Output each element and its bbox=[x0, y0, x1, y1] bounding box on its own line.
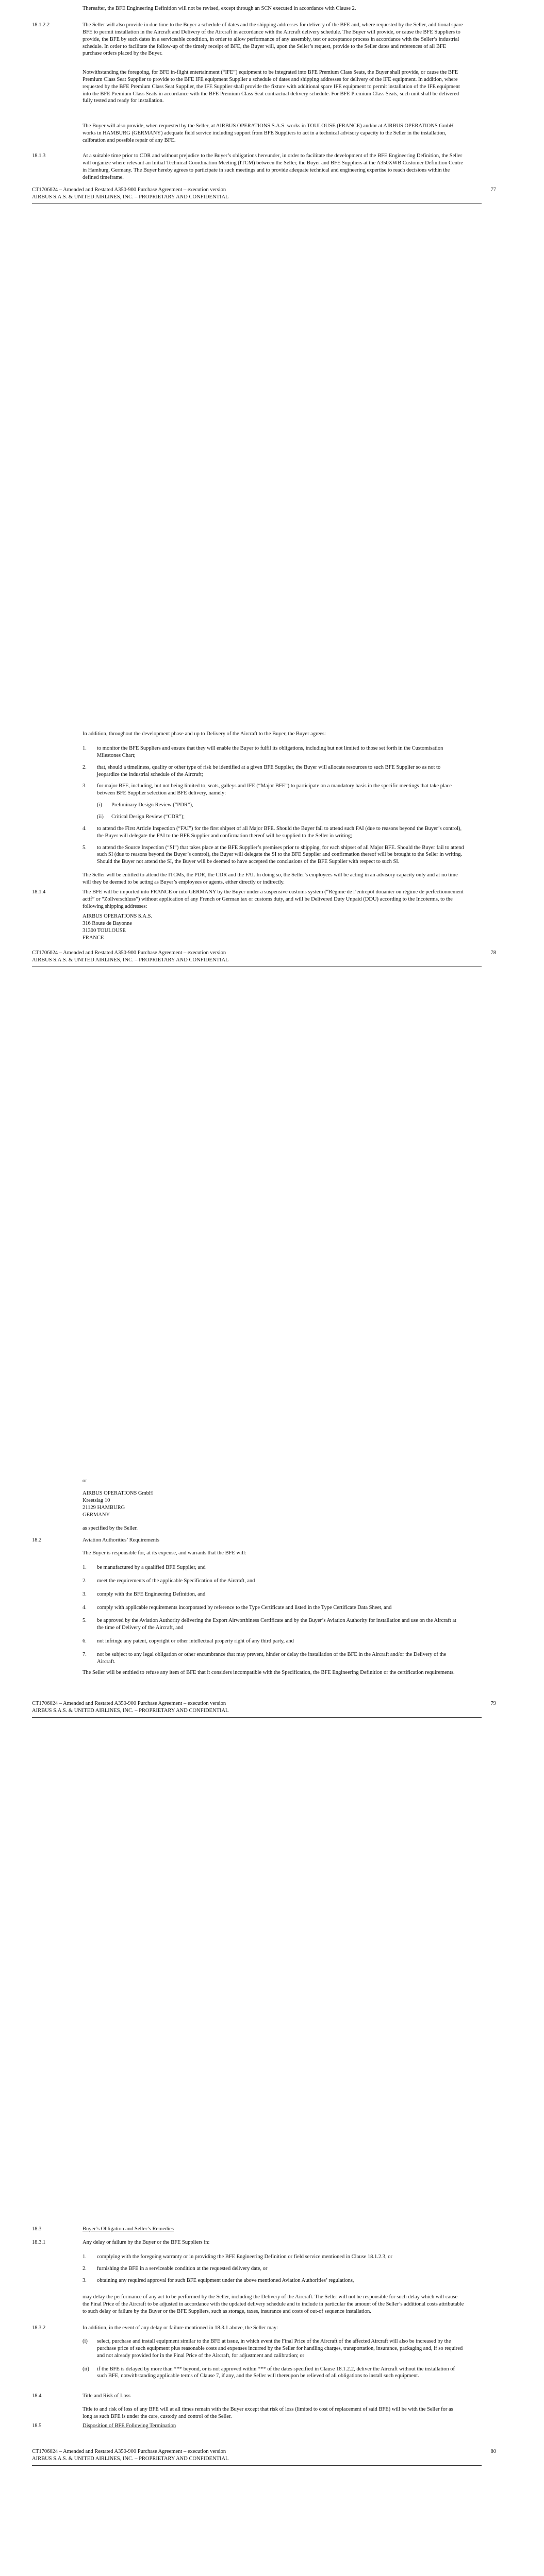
list-item: 3. comply with the BFE Engineering Definition, and bbox=[83, 1591, 206, 1597]
footer-line: CT1706024 – Amended and Restated A350-900 Purchase Agreement – execution version bbox=[32, 1701, 226, 1706]
section-title: Disposition of BFE Following Termination bbox=[83, 2423, 176, 2429]
address-line: 31300 TOULOUSE bbox=[83, 927, 126, 934]
address-block bbox=[83, 913, 464, 941]
list-subitem: (i) Preliminary Design Review (“PDR”), bbox=[97, 802, 193, 808]
section-number: 18.3.1 bbox=[32, 2240, 46, 2245]
paragraph: The Seller will also provide in due time to the Buyer a schedule of dates and the shipping addresses for delivery of the BFE and, where requested by the Seller, additional spare BFE to permit installation in the Aircraft and Delivery of the Aircraft in accordance with the Aircraft delivery schedule. The Buyer will provide, or cause the BFE Suppliers to provide, the BFE by such dates in a serviceable condition, in order to allow performance of any assembly, test or acceptance process in accordance with the Seller’s industrial schedule. In order to facilitate the follow-up of the timely receipt of BFE, the Buyer will, upon the Seller’s request, provide to the Seller dates and references of all BFE purchase orders placed by the Buyer. bbox=[83, 22, 463, 57]
section-number: 18.4 bbox=[32, 2393, 42, 2399]
address-line: AIRBUS OPERATIONS GmbH bbox=[83, 1490, 153, 1496]
footer-line: CT1706024 – Amended and Restated A350-900 Purchase Agreement – execution version bbox=[32, 950, 226, 956]
list-item: 1. to monitor the BFE Suppliers and ensure that they will enable the Buyer to fulfil its obligations, including but not limited to those set forth in the Customisation Milestones Chart; bbox=[83, 745, 443, 758]
paragraph: The Seller will be entitled to refuse any item of BFE that it considers incompatible with the Specification, the BFE Engineering Definition or the certification requirements. bbox=[83, 1670, 455, 1675]
list-item: 3. obtaining any required approval for such BFE equipment under the above mentioned Aviation Authorities’ regulations, bbox=[83, 2277, 354, 2283]
paragraph: The Buyer will also provide, when requested by the Seller, at AIRBUS OPERATIONS S.A.S. works in TOULOUSE (FRANCE) and/or at AIRBUS OPERATIONS GmbH works in HAMBURG (GERMANY) adequate field service including support from BFE Suppliers to act in a technical advisory capacity to the Seller in the installation, calibration and possible repair of any BFE. bbox=[83, 123, 454, 143]
delay-causes-list bbox=[83, 2253, 464, 2289]
paragraph: Thereafter, the BFE Engineering Definition will not be revised, except through an SCN executed in accordance with Clause 2. bbox=[83, 6, 356, 11]
paragraph: Title to and risk of loss of any BFE will at all times remain with the Buyer except that risk of loss (limited to cost of replacement of said BFE) will be with the Seller for as long as such BFE is under the care, custody and control of the Seller. bbox=[83, 2406, 453, 2419]
list-item: 1. be manufactured by a qualified BFE Supplier, and bbox=[83, 1565, 206, 1570]
page-footer bbox=[32, 1700, 496, 1715]
paragraph: In addition, in the event of any delay or failure mentioned in 18.3.1 above, the Seller may: bbox=[83, 2325, 278, 2331]
section-title: Buyer’s Obligation and Seller’s Remedies bbox=[83, 2226, 174, 2232]
list-item: 6. not infringe any patent, copyright or other intellectual property right of any third party, and bbox=[83, 1638, 294, 1645]
list-item: 2. furnishing the BFE in a serviceable condition at the requested delivery date, or bbox=[83, 2265, 268, 2272]
section-number: 18.2 bbox=[32, 1537, 42, 1543]
list-subitem: (i) select, purchase and install equipment similar to the BFE at issue, in which event the Final Price of the Aircraft of the affected Aircraft will also be increased by the purchase price of such equipment plus reasonable costs and expenses incurred by the Seller for handling charges, transportation, insurance, packaging and, if so required and not already provided for in the Final Price of the Aircraft, for adjustment and calibration; or bbox=[83, 2338, 463, 2359]
footer-line: AIRBUS S.A.S. & UNITED AIRLINES, INC. – PROPRIETARY AND CONFIDENTIAL bbox=[32, 957, 229, 963]
paragraph: may delay the performance of any act to be performed by the Seller, including the Delivery of the Aircraft. The Seller will not be responsible for such delay which will cause the Final Price of the Aircraft to be adjusted in accordance with the updated delivery schedule and to include in particular the amount of the Seller’s additional costs attributable to such delay or failure by the Buyer or the BFE Suppliers, such as storage, taxes, insurance and costs of out-of sequence installation. bbox=[83, 2294, 464, 2314]
list-item: 2. meet the requirements of the applicable Specification of the Aircraft, and bbox=[83, 1578, 255, 1584]
address-block bbox=[83, 1490, 464, 1518]
page-number: 79 bbox=[490, 1701, 496, 1706]
page-footer bbox=[32, 950, 496, 964]
obligations-list bbox=[83, 745, 464, 870]
footer-rule bbox=[32, 2465, 482, 2466]
paragraph: The Seller will be entitled to attend the ITCMs, the PDR, the CDR and the FAI. In doing so, the Seller’s employees will be acting in an advisory capacity only and at no time will they be deemed to be acting as Buyer’s employees or agents, either directly or indirectly. bbox=[83, 872, 458, 885]
section-title: Aviation Authorities’ Requirements bbox=[83, 1537, 159, 1543]
footer-line: AIRBUS S.A.S. & UNITED AIRLINES, INC. – PROPRIETARY AND CONFIDENTIAL bbox=[32, 2455, 229, 2462]
footer-line: CT1706024 – Amended and Restated A350-900 Purchase Agreement – execution version bbox=[32, 187, 226, 193]
section-number: 18.3.2 bbox=[32, 2325, 46, 2331]
section-number: 18.1.4 bbox=[32, 889, 46, 895]
page-footer bbox=[32, 2448, 496, 2463]
list-item: 5. to attend the Source Inspection (“SI”) that takes place at the BFE Supplier’s premises prior to shipping, for each shipset of all Major BFE. Should the Buyer fail to attend such SI (due to reasons beyond the Buyer’s control), the Buyer will delegate the SI to the BFE Supplier and confirmation thereof will be brought to the Seller in writing. Should the Buyer not attend the SI, the Buyer will be deemed to have accepted the conclusions of the BFE Supplier with respect to such SI. bbox=[83, 844, 464, 865]
paragraph: as specified by the Seller. bbox=[83, 1526, 138, 1531]
paragraph: The Buyer is responsible for, at its expense, and warrants that the BFE will: bbox=[83, 1550, 246, 1556]
list-item: 4. to attend the First Article Inspection (“FAI”) for the first shipset of all Major BFE. Should the Buyer fail to attend such FAI (due to reasons beyond the Buyer’s control), the Buyer will delegate the FAI to the BFE Supplier and confirmation thereof will be supplied to the Seller in writing; bbox=[83, 825, 462, 839]
section-number: 18.1.3 bbox=[32, 153, 46, 159]
address-line: GERMANY bbox=[83, 1512, 110, 1518]
footer-rule bbox=[32, 1717, 482, 1718]
list-item: 3. for major BFE, including, but not being limited to, seats, galleys and IFE (“Major BFE”) to participate on a mandatory basis in the specific meetings that take place between BFE Supplier selection and BFE delivery, namely: bbox=[83, 783, 452, 796]
list-subitem: (ii) Critical Design Review (“CDR”); bbox=[97, 814, 185, 820]
list-item: 7. not be subject to any legal obligation or other encumbrance that may prevent, hinder or delay the installation of the BFE in the Aircraft and/or the Delivery of the Aircraft. bbox=[83, 1652, 447, 1665]
address-line: Kreetslag 10 bbox=[83, 1497, 110, 1503]
paragraph: Notwithstanding the foregoing, for BFE in-flight entertainment (“IFE”) equipment to be integrated into BFE Premium Class Seats, the Buyer shall provide, or cause the BFE Premium Class Seat Supplier to provide to the BFE IFE equipment Supplier a schedule of dates and shipping addresses for delivery of the IFE equipment. In addition, where requested by the BFE Premium Class Seat Supplier, the IFE Supplier shall provide the fixture with additional spare IFE equipment to permit installation of the IFE equipment into the BFE Premium Class Seats in accordance with the BFE Premium Class Seat contractual delivery schedule. For BFE Premium Class Seats, such unit shall be delivered fully tested and ready for installation. bbox=[83, 70, 460, 104]
paragraph: or bbox=[83, 1478, 87, 1484]
page-footer bbox=[32, 187, 496, 201]
paragraph: Any delay or failure by the Buyer or the BFE Suppliers in: bbox=[83, 2240, 210, 2245]
footer-line: CT1706024 – Amended and Restated A350-900 Purchase Agreement – execution version bbox=[32, 2449, 226, 2454]
list-item: 4. comply with applicable requirements incorporated by reference to the Type Certificate and listed in the Type Certificate Data Sheet, and bbox=[83, 1604, 392, 1611]
paragraph: The BFE will be imported into FRANCE or into GERMANY by the Buyer under a suspensive customs system (“Régime de l’entrepôt douanier ou régime de perfectionnement actif” or “Zollverschluss”) without application of any French or German tax or customs duty, and will be Delivered Duty Unpaid (DDU) according to the Incoterms, to the following shipping addresses: bbox=[83, 889, 464, 909]
section-number: 18.3 bbox=[32, 2226, 42, 2232]
footer-line: AIRBUS S.A.S. & UNITED AIRLINES, INC. – PROPRIETARY AND CONFIDENTIAL bbox=[32, 1707, 229, 1714]
list-item: 1. complying with the foregoing warranty or in providing the BFE Engineering Definition or field service mentioned in Clause 18.1.2.3, or bbox=[83, 2254, 393, 2260]
address-line: AIRBUS OPERATIONS S.A.S. bbox=[83, 913, 153, 919]
section-title: Title and Risk of Loss bbox=[83, 2393, 130, 2399]
list-item: 5. be approved by the Aviation Authority delivering the Export Airworthiness Certificate and by the Buyer’s Aviation Authority for installation and use on the Aircraft at the time of Delivery of the Aircraft, and bbox=[83, 1618, 456, 1631]
address-line: FRANCE bbox=[83, 935, 104, 941]
section-number: 18.1.2.2 bbox=[32, 22, 50, 28]
page-number: 78 bbox=[490, 950, 496, 956]
seller-remedies-list bbox=[83, 2338, 464, 2386]
address-line: 316 Route de Bayonne bbox=[83, 920, 132, 926]
section-number: 18.5 bbox=[32, 2423, 42, 2429]
address-line: 21129 HAMBURG bbox=[83, 1504, 125, 1511]
paragraph: In addition, throughout the development phase and up to Delivery of the Aircraft to the Buyer, the Buyer agrees: bbox=[83, 731, 326, 737]
page-number: 77 bbox=[490, 187, 496, 193]
paragraph: At a suitable time prior to CDR and without prejudice to the Buyer’s obligations hereunder, in order to facilitate the development of the BFE Engineering Definition, the Seller will organize where relevant an Initial Technical Coordination Meeting (ITCM) between the Seller, the Buyer and BFE Suppliers at the A350XWB Customer Definition Centre in Hamburg, Germany. The Buyer hereby agrees to participate in such meetings and to provide adequate technical and engineering expertise to reach decisions within the defined timeframe. bbox=[83, 153, 463, 180]
page-number: 80 bbox=[490, 2449, 496, 2454]
list-item: 2. that, should a timeliness, quality or other type of risk be identified at a given BFE Supplier, the Buyer will allocate resources to such BFE Supplier so as not to jeopardize the industrial schedule of the Aircraft; bbox=[83, 764, 441, 777]
warranty-list bbox=[83, 1564, 464, 1672]
footer-line: AIRBUS S.A.S. & UNITED AIRLINES, INC. – PROPRIETARY AND CONFIDENTIAL bbox=[32, 194, 229, 200]
list-subitem: (ii) if the BFE is delayed by more than *** beyond, or is not approved within *** of the dates specified in Clause 18.1.2.2, deliver the Aircraft without the installation of such BFE, notwithstanding applicable terms of Clause 7, if any, and the Seller will thereupon be relieved of all obligations to install such equipment. bbox=[83, 2366, 455, 2379]
